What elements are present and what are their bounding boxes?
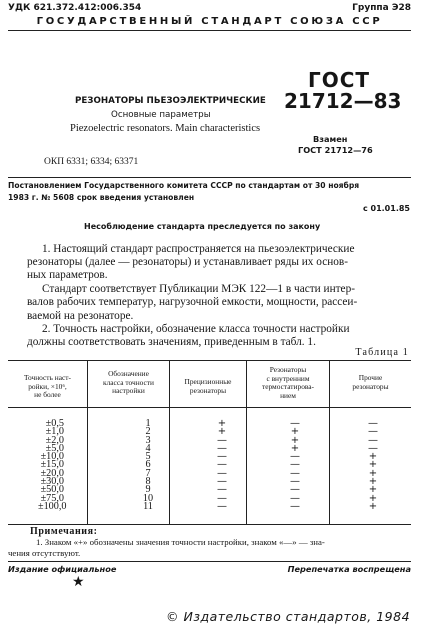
paragraph-1-line-1: 1. Настоящий стандарт распространяется на пьезоэлектрические: [42, 243, 355, 255]
thermostat-mark: —: [290, 418, 300, 429]
precision-mark: —: [217, 492, 227, 504]
class-cell: 3: [145, 434, 151, 446]
accuracy-cell: ±0,5: [45, 418, 64, 429]
header-thermostat: [247, 366, 329, 400]
paragraph-2-line-3: ваемой на резонаторе.: [27, 309, 134, 322]
thermostat-mark: —: [290, 500, 300, 512]
other-mark: —: [368, 434, 378, 446]
gost-number: 21712—83: [284, 89, 402, 113]
decree-line-1: Постановлением Государственного комитета СССР по стандартам от 30 ноября: [8, 181, 360, 190]
header-class: [88, 370, 169, 396]
legal-warning: Несоблюдение стандарта преследуется по закону: [84, 222, 321, 231]
table-header-rule: [8, 407, 411, 408]
paragraph-1-line-2: резонаторы (далее — резонаторы) и устанавливает ряды их основ-: [27, 256, 349, 268]
thermostat-mark: —: [290, 459, 300, 471]
accuracy-cell: ±20,0: [40, 467, 64, 479]
header-class-line-3: настройки: [112, 386, 145, 396]
paragraph-1-line-3: ных параметров.: [27, 269, 108, 282]
class-cell: 11: [143, 500, 153, 512]
star-icon: ★: [72, 574, 85, 590]
official-edition: Издание официальное: [8, 564, 117, 574]
udk-code: УДК 621.372.412:006.354: [8, 3, 142, 13]
other-mark: —: [368, 442, 378, 454]
header-accuracy-line-1: Точность наст-: [24, 373, 71, 382]
group-code: Группа Э28: [352, 3, 411, 13]
footer-rule: [8, 561, 411, 562]
precision-mark: —: [217, 459, 227, 471]
precision-mark: —: [217, 500, 227, 512]
header-accuracy: [8, 374, 87, 400]
header-thermostat-line-4: нием: [280, 390, 296, 400]
class-cell: 9: [145, 484, 151, 496]
precision-mark: —: [217, 442, 227, 454]
accuracy-cell: ±5,0: [45, 442, 64, 454]
precision-column: [214, 420, 230, 511]
reprint-prohibited: Перепечатка воспрещена: [287, 564, 411, 574]
class-cell: 6: [145, 459, 151, 471]
paragraph-1: [42, 243, 354, 256]
accuracy-cell: ±15,0: [40, 459, 64, 471]
notes-label: Примечания:: [30, 526, 98, 537]
thermostat-mark: —: [290, 451, 300, 463]
header-precision: [170, 378, 246, 395]
table-caption: Таблица 1: [355, 347, 409, 358]
header-thermostat-line-1: Резонаторы: [269, 365, 307, 374]
header-rule-bottom: [8, 177, 411, 178]
precision-mark: —: [217, 434, 227, 446]
header-precision-line-2: резонаторы: [189, 385, 227, 395]
accuracy-cell: ±2,0: [45, 434, 64, 446]
header-precision-line-1: Прецизионные: [184, 377, 232, 386]
replaces-label: Взамен: [313, 134, 348, 144]
paragraph-1-cont: [27, 256, 349, 283]
decree-line-2: 1983 г. № 5608 срок введения установлен: [8, 193, 195, 202]
class-cell: 10: [142, 492, 154, 504]
class-column: [138, 420, 158, 511]
table-bottom-rule: [8, 524, 411, 525]
accuracy-cell: ±30,0: [40, 476, 64, 488]
other-mark: +: [368, 451, 378, 463]
thermostat-mark: +: [290, 426, 300, 438]
other-mark: —: [368, 426, 378, 438]
accuracy-cell: ±50,0: [40, 484, 64, 496]
header-other-line-2: резонаторы: [352, 381, 389, 391]
notes-line-2: чения отсутствуют.: [8, 548, 81, 558]
thermostat-mark: +: [290, 434, 300, 446]
thermostat-mark: —: [290, 467, 300, 479]
class-cell: 7: [145, 467, 151, 479]
thermostat-mark: —: [290, 492, 300, 504]
precision-mark: +: [217, 426, 227, 438]
class-cell: 5: [145, 451, 151, 463]
gost-label: ГОСТ: [308, 68, 371, 92]
thermostat-mark: —: [290, 484, 300, 496]
document-title: РЕЗОНАТОРЫ ПЬЕЗОЭЛЕКТРИЧЕСКИЕ: [75, 96, 266, 106]
precision-mark: —: [217, 476, 227, 488]
document-subtitle: Основные параметры: [111, 110, 211, 120]
header-accuracy-line-3: не более: [34, 390, 61, 400]
paragraph-3: [27, 323, 350, 350]
header-other-line-1: Прочие: [358, 373, 383, 382]
replaces-number: ГОСТ 21712—76: [298, 145, 373, 155]
precision-mark: +: [217, 418, 227, 429]
class-cell: 1: [145, 418, 151, 429]
precision-mark: —: [217, 467, 227, 479]
thermostat-column: [287, 420, 303, 511]
paragraph-2: [27, 283, 358, 323]
header-rule-top: [8, 30, 411, 31]
document-title-english: Piezoelectric resonators. Main characteristics: [70, 123, 261, 134]
paragraph-2-line-2: валов рабочих температур, нагрузочной емкости, мощности, рассеи-: [27, 296, 358, 309]
other-mark: +: [368, 459, 378, 471]
accuracy-cell: ±100,0: [38, 500, 67, 512]
paragraph-3-line-1: 2. Точность настройки, обозначение класса точности настройки: [42, 323, 350, 335]
header-accuracy-line-2: ройки, ×10⁶,: [28, 381, 67, 391]
header-class-line-1: Обозначение: [108, 369, 149, 378]
copyright-notice: © Издательство стандартов, 1984: [166, 609, 411, 624]
header-thermostat-line-2: с внутренним: [266, 373, 310, 383]
other-mark: +: [368, 484, 378, 496]
other-mark: +: [368, 476, 378, 488]
accuracy-cell: ±1,0: [45, 426, 64, 438]
notes-line-1: 1. Знаком «+» обозначены значения точности настройки, знаком «—» — зна-: [36, 537, 325, 547]
table-body: [0, 420, 422, 520]
thermostat-mark: —: [290, 476, 300, 488]
precision-mark: —: [217, 451, 227, 463]
other-mark: +: [368, 500, 378, 512]
paragraph-2-line-1: Стандарт соответствует Публикации МЭК 122—1 в части интер-: [42, 283, 355, 295]
precision-mark: —: [217, 484, 227, 496]
header-class-line-2: класса точности: [103, 377, 154, 387]
accuracy-cell: ±10,0: [40, 451, 64, 463]
class-cell: 2: [145, 426, 151, 438]
accuracy-column: [38, 418, 67, 512]
thermostat-mark: +: [290, 442, 300, 454]
class-cell: 8: [145, 476, 151, 488]
standard-banner: ГОСУДАРСТВЕННЫЙ СТАНДАРТ СОЮЗА ССР: [36, 16, 383, 27]
paragraph-3-line-2: должны соответствовать значениям, приведенным в табл. 1.: [27, 336, 316, 349]
other-mark: +: [368, 492, 378, 504]
other-column: [365, 420, 381, 511]
other-mark: —: [368, 418, 378, 429]
okp-code: ОКП 6331; 6334; 63371: [44, 157, 139, 167]
class-cell: 4: [145, 442, 151, 454]
header-thermostat-line-3: термостатирова-: [261, 382, 315, 392]
table-top-rule: [8, 360, 411, 361]
accuracy-cell: ±75,0: [40, 492, 64, 504]
header-other: [330, 374, 411, 391]
other-mark: +: [368, 467, 378, 479]
decree-date: с 01.01.85: [362, 204, 410, 213]
